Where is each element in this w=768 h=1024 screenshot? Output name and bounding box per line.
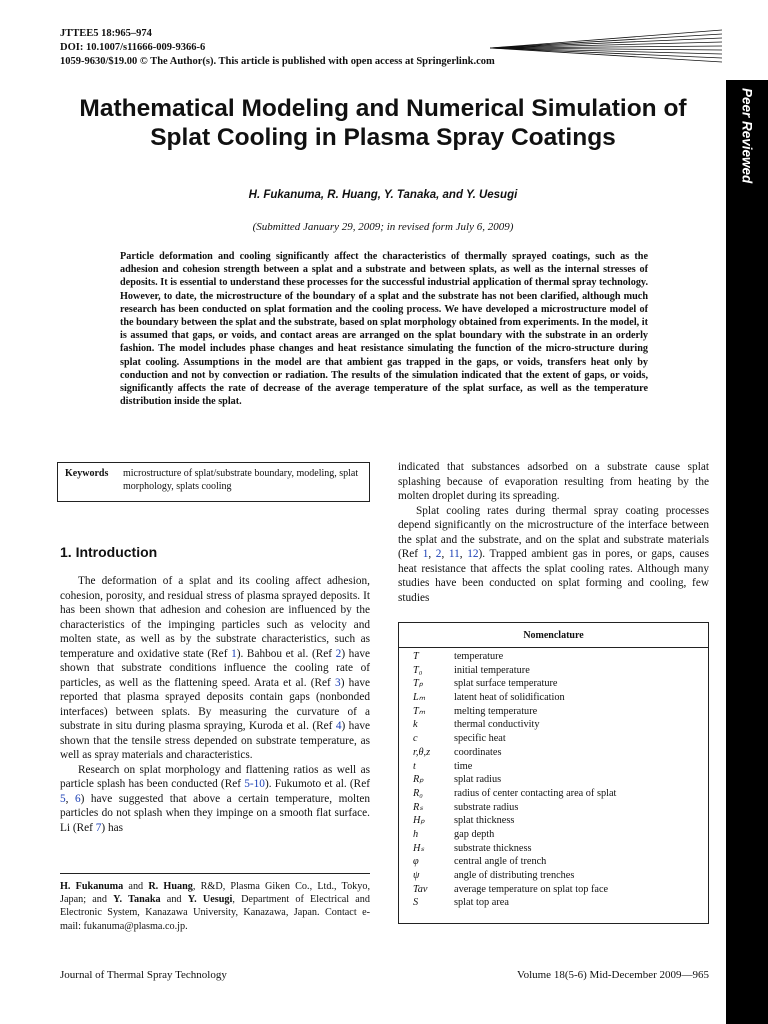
nomenclature-symbol: k [413,719,418,731]
article-authors: H. Fukanuma, R. Huang, Y. Tanaka, and Y. Uesugi [248,189,518,201]
nomenclature-symbol: Rₚ [413,774,424,786]
nomenclature-symbol: T [413,651,419,662]
nomenclature-row [413,746,703,760]
nomenclature-definition: time [454,760,473,772]
nomenclature-row [413,718,703,732]
nomenclature-divider [399,647,708,648]
nomenclature-definition: coordinates [454,746,502,758]
nomenclature-row [413,814,703,828]
intro-left-column [60,574,370,835]
intro-right-column [398,460,709,605]
ref-link[interactable]: 6 [74,792,81,805]
nomenclature-definition: central angle of trench [454,856,547,868]
article-title: Mathematical Modeling and Numerical Simulation of Splat Cooling in Plasma Spray Coatings [79,95,687,151]
nomenclature-symbol: Rₛ [413,801,424,813]
doi: DOI: 10.1007/s11666-009-9366-6 [60,42,206,53]
springer-lines-decoration [490,28,722,68]
ref-link[interactable]: 2 [335,647,342,660]
nomenclature-row [413,828,703,842]
nomenclature-row [413,801,703,815]
nomenclature-definition: initial temperature [454,664,530,676]
footer-volume-page: Volume 18(5-6) Mid-December 2009—965 [517,969,709,981]
nomenclature-row [413,842,703,856]
ref-link[interactable]: 5-10 [244,778,265,790]
nomenclature-row [413,855,703,869]
ref-link[interactable]: 7 [95,821,102,834]
footnote-divider [60,873,370,874]
ref-link[interactable]: 11 [448,548,460,560]
ref-link[interactable]: 4 [335,720,342,732]
keywords-box [57,462,370,502]
nomenclature-symbol: t [413,760,416,772]
intro-paragraph-2-continued: indicated that substances adsorbed on a substrate cause splat splashing because of evaporation resulting from heating by the molten droplet during its spreading. [398,461,709,502]
ref-link[interactable]: 12 [467,548,479,560]
nomenclature-definition: latent heat of solidification [454,692,565,704]
nomenclature-definition: average temperature on splat top face [454,883,609,895]
nomenclature-definition: thermal conductivity [454,719,540,731]
nomenclature-definition: gap depth [454,828,495,840]
ref-link[interactable]: 3 [335,676,341,689]
nomenclature-definition: splat surface temperature [454,678,558,690]
nomenclature-definition: specific heat [454,733,506,745]
nomenclature-definition: splat top area [454,897,509,909]
nomenclature-row [413,677,703,691]
nomenclature-symbol: Lₘ [413,692,426,704]
nomenclature-definition: substrate radius [454,801,519,813]
nomenclature-symbol: Hₚ [413,815,425,827]
nomenclature-symbol: φ [413,856,419,868]
ref-link[interactable]: 1 [231,647,237,660]
nomenclature-row [413,773,703,787]
nomenclature-symbol: Tₚ [413,678,424,690]
keywords-text: microstructure of splat/substrate boundary, modeling, splat morphology, splats cooling [123,468,359,492]
nomenclature-definition: substrate thickness [454,842,532,854]
section-heading-introduction: 1. Introduction [60,544,158,560]
nomenclature-symbol: T₀ [413,664,423,676]
nomenclature-row [413,883,703,897]
ref-link[interactable]: 2 [435,548,442,560]
nomenclature-box [398,622,709,924]
footer-journal: Journal of Thermal Spray Technology [60,969,227,981]
nomenclature-symbol: r,θ,z [413,746,431,758]
nomenclature-definition: angle of distributing trenches [454,870,575,881]
nomenclature-row [413,869,703,883]
intro-paragraph-2: Research on splat morphology and flattening ratios as well as particle splash has been conducted (Ref 5-10). Fukumoto et al. (Ref 5, 6) have suggested that above a certain temperature, molten particles do not splash when they impinge on a smooth flat surface. Li (Ref 7) has [60,763,370,834]
nomenclature-symbol: Tₘ [413,705,426,717]
nomenclature-row [413,705,703,719]
nomenclature-definition: splat radius [454,774,502,786]
nomenclature-row [413,664,703,678]
journal-code: JTTEE5 18:965–974 [60,28,152,39]
peer-reviewed-label: Peer Reviewed [739,88,755,184]
nomenclature-symbol: c [413,733,418,745]
nomenclature-symbol: h [413,828,419,840]
ref-link[interactable]: 1 [422,548,429,560]
nomenclature-symbol: ψ [413,870,420,881]
nomenclature-row [413,650,703,664]
nomenclature-row [413,691,703,705]
nomenclature-row [413,760,703,774]
nomenclature-definition: melting temperature [454,705,538,717]
nomenclature-definition: splat thickness [454,815,515,827]
nomenclature-title: Nomenclature [523,630,584,641]
nomenclature-symbol: Hₛ [413,842,425,854]
nomenclature-symbol: R₀ [413,787,423,799]
nomenclature-definition: temperature [454,651,504,662]
intro-paragraph-1: The deformation of a splat and its cooling affect adhesion, cohesion, porosity, and residual stress of plasma sprayed deposits. It has been shown that adhesion and cohesion are influenced by the characteristics of the impinging particles such as velocity and molten state, as well as by the substrate characteristics, such as temperature and oxidative state (Ref 1). Bahbou et al. (Ref 2) have shown that substrate conditions influence the cooling rate of particles, as well as the flattening speed. Arata et al. (Ref 3) have reported that plasma sprayed deposits contain gaps (nonbonded interfaces) between splats. By measuring the curvature of a substrate in situ during plasma spraying, Kuroda et al. (Ref 4) have shown that the tensile stress depended on substrate temperature, as well as spray materials and characteristics. [60,575,370,761]
nomenclature-symbol: S [413,897,419,909]
nomenclature-row [413,732,703,746]
keywords-label: Keywords [65,468,109,479]
nomenclature-symbol: Tav [413,883,428,895]
author-affiliations: H. Fukanuma and R. Huang, R&D, Plasma Giken Co., Ltd., Tokyo, Japan; and Y. Tanaka and Y. Uesugi, Department of Electrical and Electronic System, Kanazawa University, Kanazawa, Japan. Contact e-mail: fukanuma@plasma.co.jp. [60,881,370,932]
ref-link[interactable]: 5 [60,792,66,805]
nomenclature-row [413,787,703,801]
nomenclature-row [413,896,703,910]
nomenclature-list [413,650,703,910]
license-line: 1059-9630/$19.00 © The Author(s). This article is published with open access at Springerlink.com [60,56,495,67]
nomenclature-definition: radius of center contacting area of splat [454,787,617,799]
abstract: Particle deformation and cooling significantly affect the characteristics of thermally sprayed coatings, such as the adhesion and cohesion strength between a splat and a substrate and between splats, as well as the internal stresses of deposits. It is essential to understand these processes for the successful industrial application of thermal spray technology. However, to date, the microstructure of the boundary of a splat and the substrate has not been clarified, although much research has been conducted on splat formation and the cooling process. We have developed a microstructure model of the boundary between the splat and the substrate, based on splat morphology obtained from experiments. In the model, it is assumed that gaps, or voids, and contact areas are arranged on the splat boundary with the substrate in an orderly fashion. The model includes phase changes and heat resistance simulating the function of the micro-structure during splat cooling. Assumptions in the model are that ambient gas trapped in the gaps, or voids, transfers heat only by conduction and not by convection or radiation. The results of the simulation indicated that the extent of gaps, or voids, significantly affects the rate of decrease of the average temperature of the splat surface, as well as the temperature distribution inside the splat. [120,251,648,408]
intro-paragraph-3: Splat cooling rates during thermal spray coating processes depend significantly on the microstructure of the interface between the splat and the substrate, and on the splat and substrate materials (Ref 1, 2, 11, 12). Trapped ambient gas in pores, or gaps, causes heat resistance that affects the splat cooling rates. Although many studies have been conducted on splat forming and cooling, few studies [398,504,709,604]
submission-dates: (Submitted January 29, 2009; in revised form July 6, 2009) [252,221,514,233]
